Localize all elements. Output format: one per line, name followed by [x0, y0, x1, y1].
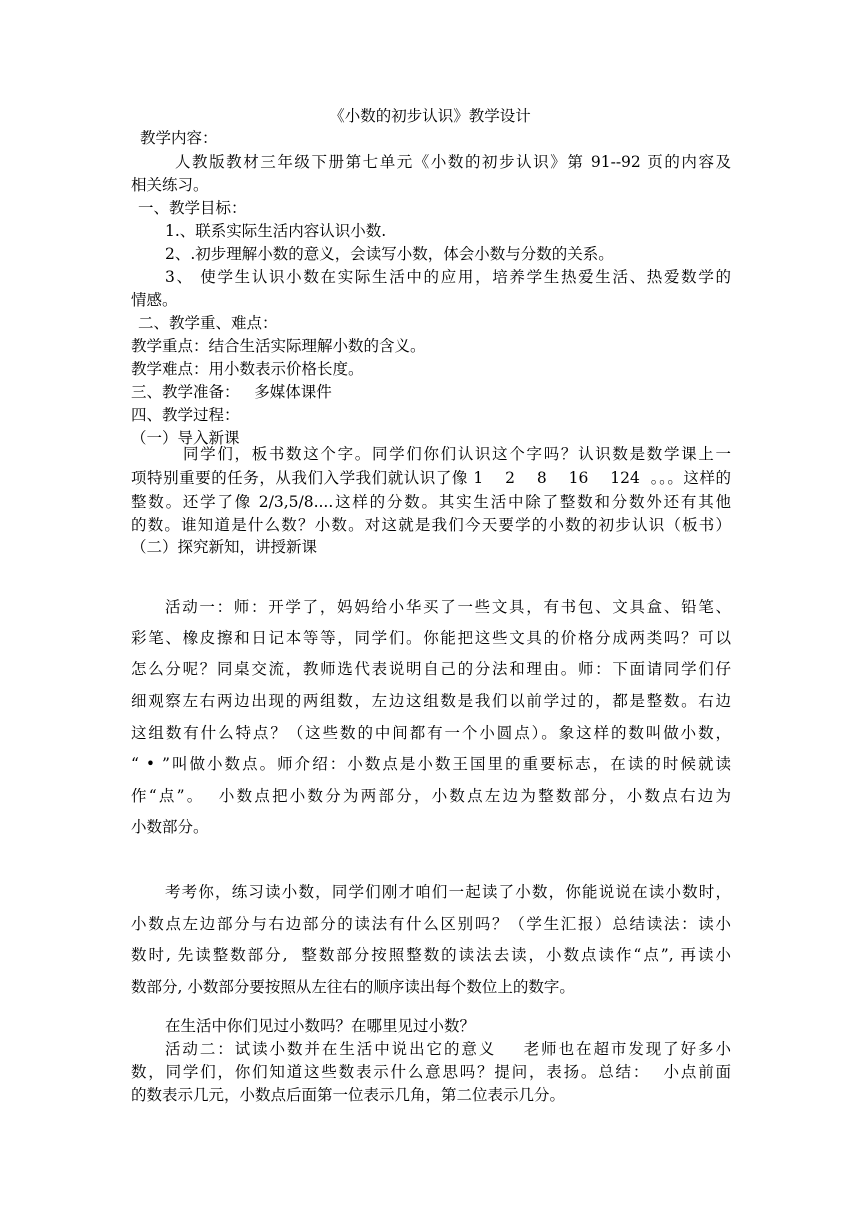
- activity1-line: 细观察左右两边出现的两组数，左边这组数是我们以前学过的，都是整数。右边: [131, 692, 731, 710]
- activity1-line: “ • ”叫做小数点。师介绍：小数点是小数王国里的重要标志，在读的时候就读: [131, 755, 731, 773]
- preparation: 三、教学准备： 多媒体课件: [131, 383, 332, 401]
- keypoints-heading: 二、教学重、难点：: [138, 314, 278, 332]
- content-heading: 教学内容：: [140, 129, 218, 147]
- intro-heading: （一）导入新课: [131, 429, 240, 447]
- process-heading: 四、教学过程：: [131, 406, 240, 424]
- life-question: 在生活中你们见过小数吗？在哪里见过小数？: [165, 1017, 476, 1035]
- explore-heading: （二）探究新知，讲授新课: [131, 538, 318, 556]
- activity1-line: 作“点”。 小数点把小数分为两部分，小数点左边为整数部分，小数点右边为: [131, 787, 731, 805]
- goal-item: 3、 使学生认识小数在实际生活中的应用，培养学生热爱生活、热爱数学的: [165, 268, 731, 286]
- intro-line: 的数。谁知道是什么数？小数。对这就是我们今天要学的小数的初步认识（板书）: [131, 516, 731, 534]
- test-line: 考考你，练习读小数，同学们刚才咱们一起读了小数，你能说说在读小数时，: [165, 883, 731, 901]
- test-line: 数时, 先读整数部分, 整数部分按照整数的读法去读，小数点读作“点”, 再读小: [131, 946, 731, 964]
- goal-item: 2、.初步理解小数的意义，会读写小数，体会小数与分数的关系。: [165, 245, 614, 263]
- test-line: 小数点左边部分与右边部分的读法有什么区别吗？（学生汇报）总结读法：读小: [131, 915, 731, 933]
- activity1-line: 活动一：师：开学了，妈妈给小华买了一些文具，有书包、文具盒、铅笔、: [165, 598, 731, 616]
- activity1-line: 怎么分呢？同桌交流，教师选代表说明自己的分法和理由。师：下面请同学们仔: [131, 660, 731, 678]
- intro-line: 项特别重要的任务，从我们入学我们就认识了像 1 2 8 16 124 。。。这样的: [131, 469, 731, 487]
- activity2-line: 的数表示几元，小数点后面第一位表示几角，第二位表示几分。: [131, 1086, 566, 1104]
- activity2-line: 数，同学们，你们知道这些数表示什么意思吗？提问，表扬。总结： 小点前面: [131, 1063, 731, 1081]
- content-line: 相关练习。: [131, 176, 209, 194]
- key-point: 教学重点：结合生活实际理解小数的含义。: [131, 337, 426, 355]
- activity1-line: 这组数有什么特点？（这些数的中间都有一个小圆点）。象这样的数叫做小数，: [131, 724, 731, 742]
- goal-item: 1.、联系实际生活内容认识小数.: [165, 222, 387, 240]
- content-line: 人教版教材三年级下册第七单元《小数的初步认识》第 91--92 页的内容及: [175, 153, 731, 171]
- intro-line: 同学们，板书数这个字。同学们你们认识这个字吗？认识数是数学课上一: [183, 445, 731, 463]
- difficulty: 教学难点：用小数表示价格长度。: [131, 360, 364, 378]
- goals-heading: 一、教学目标：: [138, 199, 247, 217]
- document-title: 《小数的初步认识》教学设计: [329, 107, 531, 125]
- activity2-line: 活动二：试读小数并在生活中说出它的意义 老师也在超市发现了好多小: [165, 1040, 731, 1058]
- intro-line: 整数。还学了像 2/3,5/8....这样的分数。其实生活中除了整数和分数外还有其他: [131, 493, 731, 511]
- test-line: 数部分, 小数部分要按照从左往右的顺序读出每个数位上的数字。: [131, 978, 575, 996]
- goal-item: 情感。: [131, 291, 178, 309]
- activity1-line: 彩笔、橡皮擦和日记本等等，同学们。你能把这些文具的价格分成两类吗？可以: [131, 629, 731, 647]
- activity1-line: 小数部分。: [131, 818, 209, 836]
